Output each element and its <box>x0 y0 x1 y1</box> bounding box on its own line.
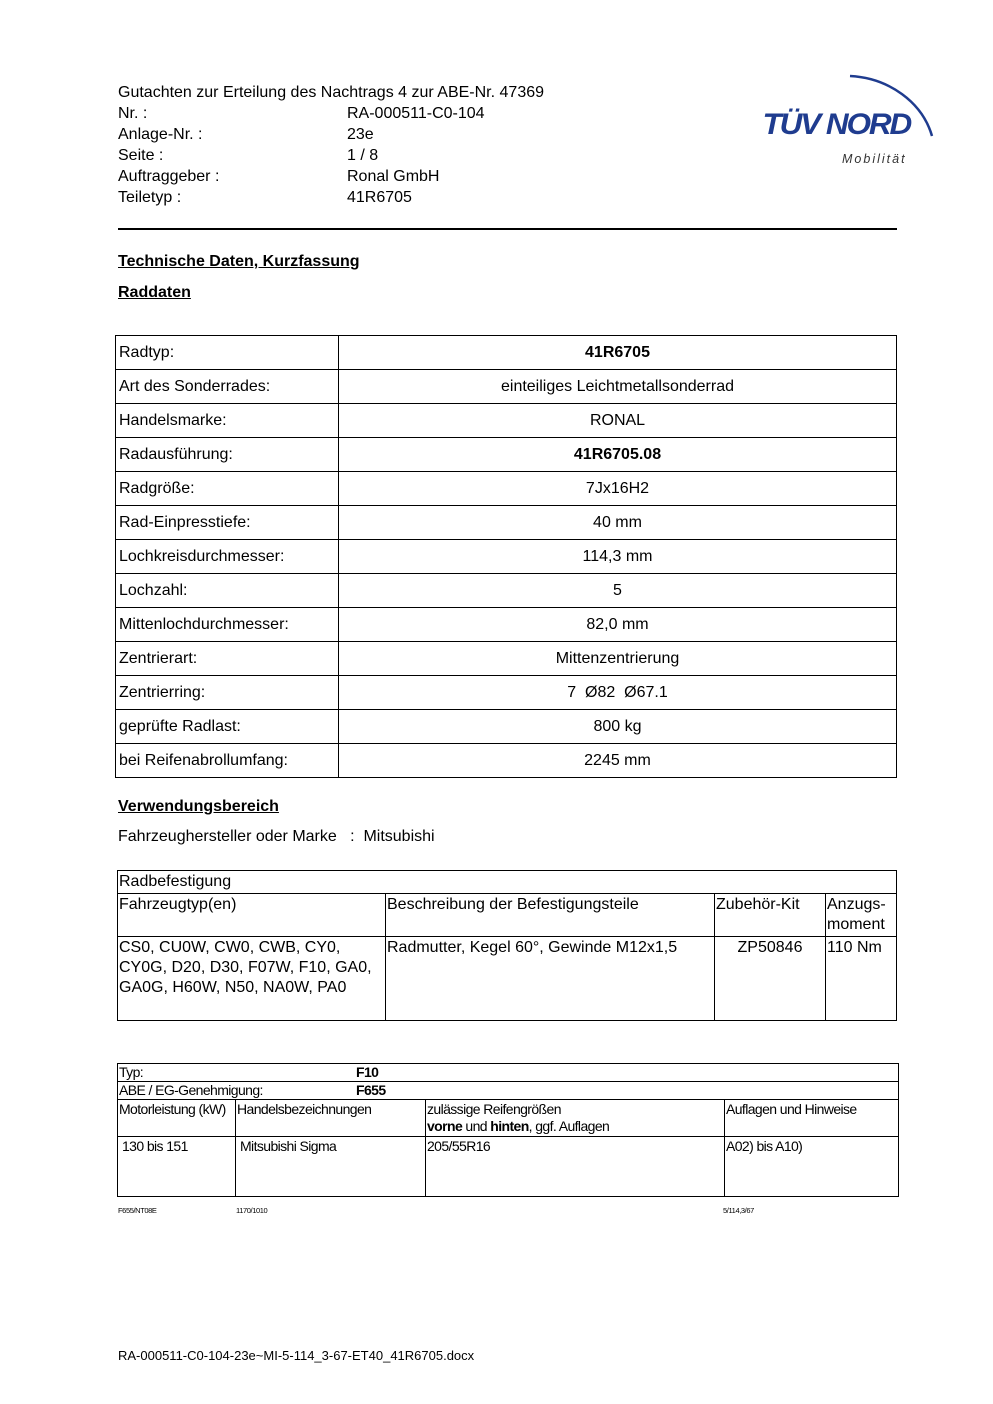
mounting-table <box>117 870 897 1021</box>
table-row: Lochkreisdurchmesser: 114,3 mm <box>116 540 897 574</box>
table-row: Zentrierring: 7 Ø82 Ø67.1 <box>116 676 897 710</box>
table-row: Radausführung: 41R6705.08 <box>116 438 897 472</box>
manufacturer-line: Fahrzeughersteller oder Marke : Mitsubishi <box>118 828 435 845</box>
vehicle-table <box>117 1063 899 1197</box>
table-row: CS0, CU0W, CW0, CWB, CY0, CY0G, D20, D30, F07W, F10, GA0, GA0G, H60W, N50, NA0W, PA0 Radmutter, Kegel 60°, Gewinde M12x1,5 ZP50846 110 Nm <box>118 937 897 1021</box>
table-row: Handelsmarke: RONAL <box>116 404 897 438</box>
table-row: Radgröße: 7Jx16H2 <box>116 472 897 506</box>
table-row: Rad-Einpresstiefe: 40 mm <box>116 506 897 540</box>
logo-brand: TÜV NORD <box>762 108 911 141</box>
table-row: Motorleistung (kW) Handelsbezeichnungen zulässige Reifengrößen vorne und hinten, ggf. Auflagen Auflagen und Hinweise <box>118 1100 899 1137</box>
header-line: Nr. : RA-000511-C0-104 <box>118 105 485 122</box>
mounting-title: Radbefestigung <box>118 871 897 894</box>
header-line: Anlage-Nr. : 23e <box>118 126 374 143</box>
table-row: geprüfte Radlast: 800 kg <box>116 710 897 744</box>
vehicle-footnotes: F655/NT08E 1170/1010 5/114,3/67 <box>118 1206 754 1215</box>
document-header <box>118 82 544 208</box>
header-divider <box>118 228 897 230</box>
document-footer: RA-000511-C0-104-23e~MI-5-114_3-67-ET40_41R6705.docx <box>118 1348 475 1363</box>
usage-title: Verwendungsbereich <box>118 798 279 815</box>
table-row: Typ: F10 <box>118 1064 899 1082</box>
table-row: Lochzahl: 5 <box>116 574 897 608</box>
table-row: Fahrzeugtyp(en) Beschreibung der Befestigungsteile Zubehör-Kit Anzugs-moment <box>118 894 897 937</box>
table-row: Art des Sonderrades: einteiliges Leichtmetallsonderrad <box>116 370 897 404</box>
table-row: bei Reifenabrollumfang: 2245 mm <box>116 744 897 778</box>
table-row: ABE / EG-Genehmigung: F655 <box>118 1082 899 1100</box>
subsection-title: Raddaten <box>118 284 191 301</box>
table-row <box>118 871 897 894</box>
table-row: Radtyp: 41R6705 <box>116 336 897 370</box>
logo-subtitle: Mobilität <box>842 152 907 166</box>
header-line: Auftraggeber : Ronal GmbH <box>118 168 440 185</box>
table-row: 130 bis 151 Mitsubishi Sigma 205/55R16 A02) bis A10) <box>118 1137 899 1197</box>
header-line: Teiletyp : 41R6705 <box>118 189 412 206</box>
header-line: Seite : 1 / 8 <box>118 147 379 164</box>
table-row: Zentrierart: Mittenzentrierung <box>116 642 897 676</box>
document-title: Gutachten zur Erteilung des Nachtrags 4 zur ABE-Nr. 47369 <box>118 84 545 101</box>
wheel-data-table <box>115 335 897 778</box>
section-title: Technische Daten, Kurzfassung <box>118 253 360 270</box>
tuev-nord-logo <box>760 58 940 170</box>
table-row: Mittenlochdurchmesser: 82,0 mm <box>116 608 897 642</box>
